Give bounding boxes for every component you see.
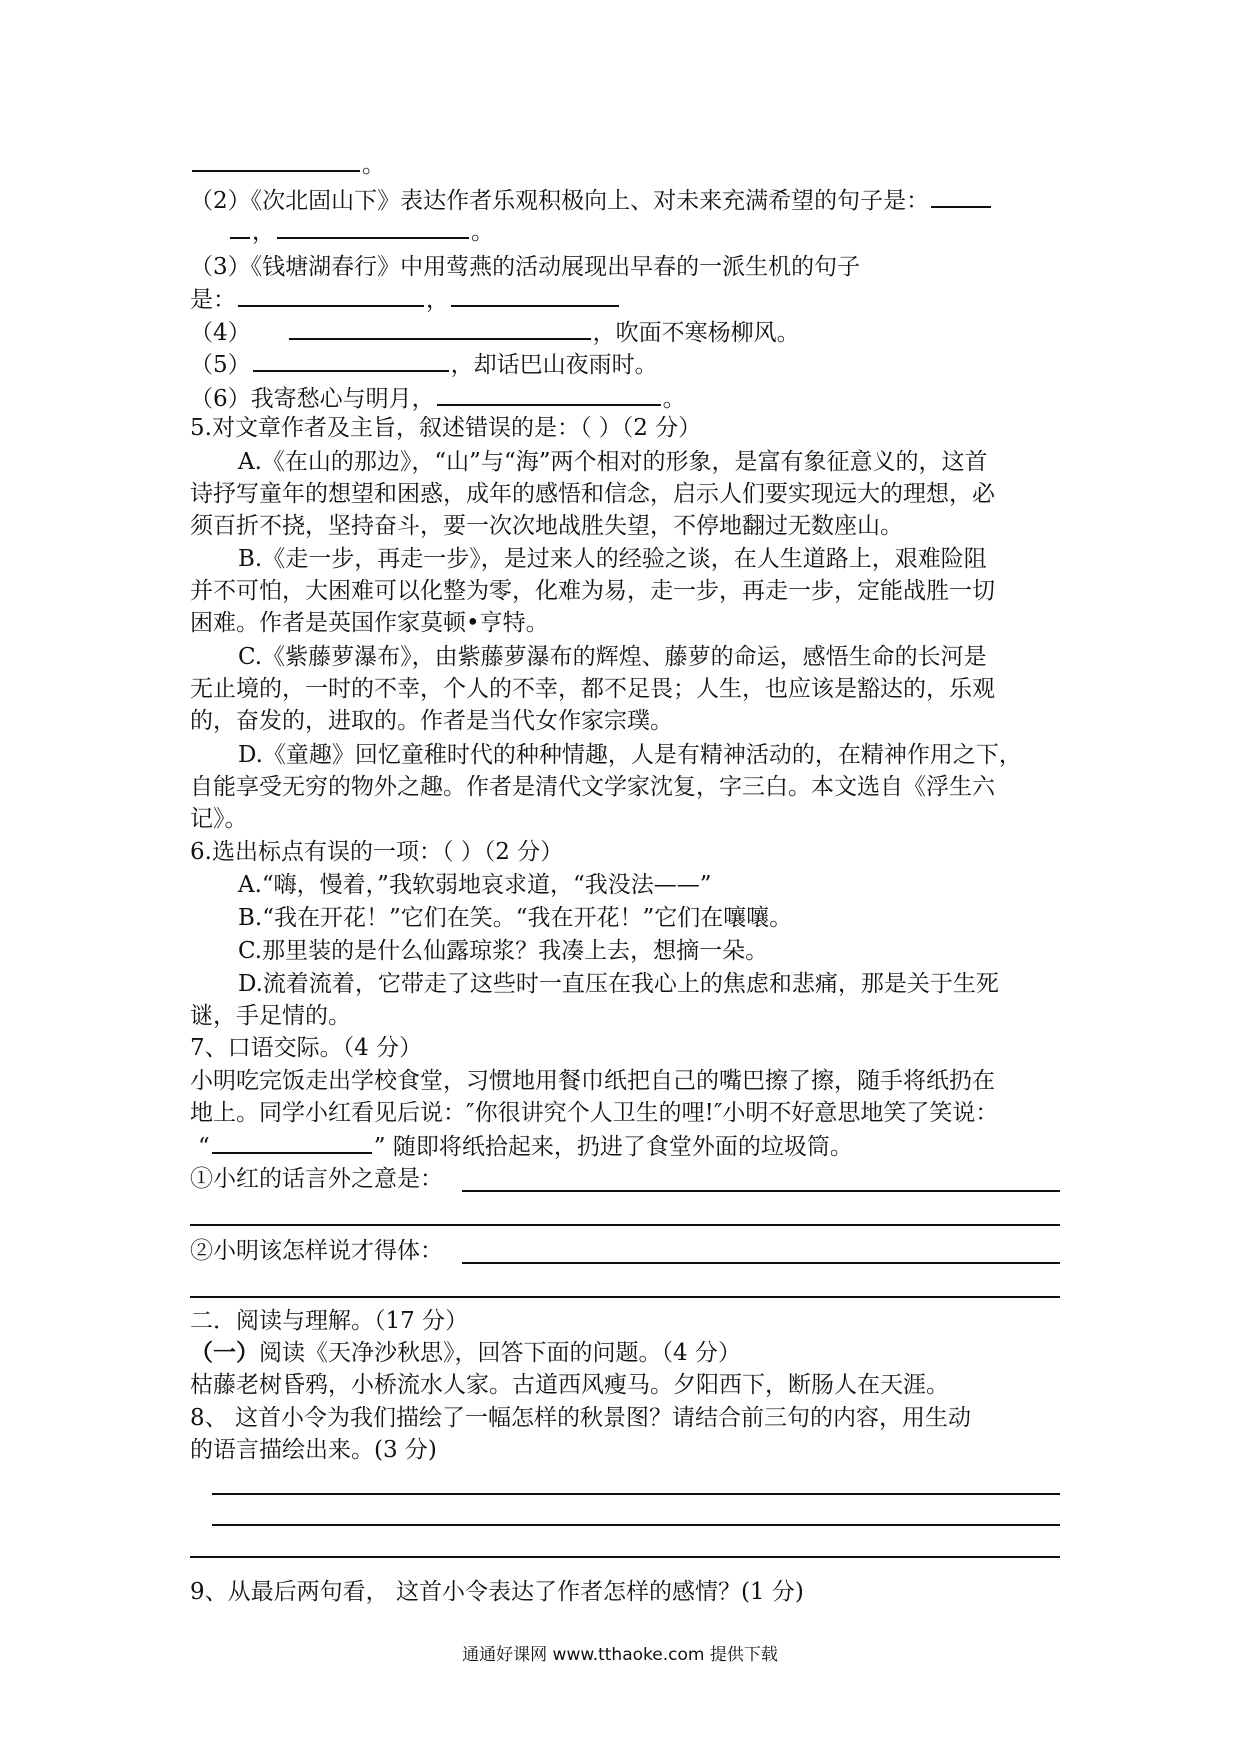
q8-stem-line1: 8、 这首小令为我们描绘了一幅怎样的秋景图？请结合前三句的内容，用生动 [190, 1405, 971, 1431]
q7-passage-line3: “ ” 随即将纸拾起来，扔进了食堂外面的垃圾筒。 [190, 1130, 1060, 1162]
section2-part1-heading: （一）阅读《天净沙秋思》，回答下面的问题。（4 分） [190, 1339, 741, 1366]
q7-sub1-label: ①小红的话言外之意是： [190, 1166, 443, 1192]
poem-text: 枯藤老树昏鸦，小桥流水人家。古道西风瘦马。夕阳西下，断肠人在天涯。 [190, 1372, 949, 1398]
footer-source: 通通好课网 www.tthaoke.com 提供下载 [462, 1645, 778, 1665]
q5-option-b-line1: B.《走一步，再走一步》，是过来人的经验之谈，在人生道路上，艰难险阻 [238, 546, 987, 572]
q6-option-a: A.“嗨，慢着，”我软弱地哀求道，“我没法——” [238, 872, 712, 898]
q8-stem-line2: 的语言描绘出来。(3 分) [190, 1437, 437, 1463]
q5-option-a-line1: A.《在山的那边》，“山”与“海”两个相对的形象，是富有象征意义的，这首 [238, 449, 988, 475]
q4-item5: （5） ，却话巴山夜雨时。 [190, 348, 1060, 380]
q4-item3: （3）《钱塘湖春行》中用莺燕的活动展现出早春的一派生机的句子 [190, 254, 861, 280]
q4-item6: （6）我寄愁心与明月， 。 [190, 382, 1060, 414]
q8-answer-line1[interactable] [212, 1493, 1060, 1495]
q4-item3-cont: 是： ， [190, 283, 1060, 315]
q5-option-b-line2: 并不可怕，大困难可以化整为零，化难为易，走一步，再走一步，定能战胜一切 [190, 578, 995, 604]
q7-sub1-answer-line[interactable] [462, 1190, 1060, 1192]
q5-option-c-line3: 的，奋发的，进取的。作者是当代女作家宗璞。 [190, 708, 673, 734]
q5-option-b-line3: 困难。作者是英国作家莫顿•亨特。 [190, 610, 549, 636]
q6-option-c: C.那里装的是什么仙露琼浆？我凑上去，想摘一朵。 [238, 938, 769, 964]
q4-tail-line: 。 [190, 148, 1060, 180]
q6-stem: 6.选出标点有误的一项：（ ）（2 分） [190, 839, 564, 865]
q4-item2: （2）《次北固山下》表达作者乐观积极向上、对未来充满希望的句子是： [190, 184, 1060, 216]
q5-option-c-line1: C.《紫藤萝瀑布》，由紫藤萝瀑布的辉煌、藤萝的命运，感悟生命的长河是 [238, 644, 987, 670]
q9-stem: 9、从最后两句看， 这首小令表达了作者怎样的感情？(1 分) [190, 1579, 804, 1605]
q6-option-d-line1: D.流着流着，它带走了这些时一直压在我心上的焦虑和悲痛，那是关于生死 [238, 971, 999, 997]
q5-option-c-line2: 无止境的，一时的不幸，个人的不幸，都不足畏；人生，也应该是豁达的，乐观 [190, 676, 995, 702]
q7-stem: 7、口语交际。（4 分） [190, 1035, 423, 1061]
q5-option-d-line1: D.《童趣》回忆童稚时代的种种情趣，人是有精神活动的，在精神作用之下， [238, 742, 1022, 768]
q7-sub2-answer-line[interactable] [462, 1262, 1060, 1264]
q7-sub2-answer-line2[interactable] [190, 1296, 1060, 1298]
section2-title: 二．阅读与理解。（17 分） [190, 1308, 469, 1334]
q5-option-a-line3: 须百折不挠，坚持奋斗，要一次次地战胜失望，不停地翻过无数座山。 [190, 513, 903, 539]
q6-option-b: B.“我在开花！”它们在笑。“我在开花！”它们在嚷嚷。 [238, 905, 793, 931]
q7-passage-line1: 小明吃完饭走出学校食堂，习惯地用餐巾纸把自己的嘴巴擦了擦，随手将纸扔在 [190, 1068, 995, 1094]
q7-sub2-label: ②小明该怎样说才得体： [190, 1238, 443, 1264]
q5-stem: 5.对文章作者及主旨，叙述错误的是：（ ）（2 分） [190, 415, 702, 441]
q5-option-d-line3: 记》。 [190, 806, 248, 832]
q4-item4: （4） ，吹面不寒杨柳风。 [190, 316, 1060, 348]
q7-passage-line2: 地上。同学小红看见后说：″你很讲究个人卫生的哩!″小明不好意思地笑了笑说： [190, 1100, 999, 1126]
q7-sub1-answer-line2[interactable] [190, 1224, 1060, 1226]
q8-answer-line2[interactable] [212, 1524, 1060, 1526]
q5-option-d-line2: 自能享受无穷的物外之趣。作者是清代文学家沈复，字三白。本文选自《浮生六 [190, 774, 995, 800]
q5-option-a-line2: 诗抒写童年的想望和困惑，成年的感悟和信念，启示人们要实现远大的理想，必 [190, 481, 995, 507]
q4-item2-cont: ， 。 [190, 215, 1060, 247]
q8-answer-line3[interactable] [190, 1556, 1060, 1558]
q6-option-d-line2: 谜，手足情的。 [190, 1003, 351, 1029]
